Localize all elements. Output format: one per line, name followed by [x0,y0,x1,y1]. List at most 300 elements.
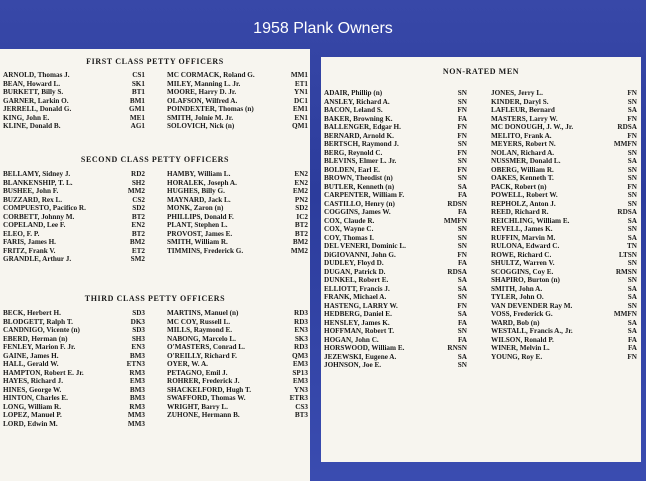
sailor-name: MEYERS, Robert N. [491,140,556,148]
sailor-name: DUGAN, Patrick D. [324,267,386,276]
sailor-rate: RDSA [447,267,467,276]
sailor-rate: FA [457,191,467,199]
roster-row [491,259,637,268]
roster-row [3,97,145,106]
roster-row [324,115,467,124]
roster-row [3,80,145,89]
sailor-name: TYLER, John O. [491,293,544,301]
sailor-name: EBERD, Herman (n) [3,334,68,343]
sailor-rate: RM3 [129,368,145,377]
sailor-rate: BT3 [294,411,308,419]
roster-row [167,187,308,196]
roster-row [3,105,145,114]
sailor-rate: EN2 [131,221,145,229]
sailor-rate: SA [457,352,467,361]
sailor-rate: BT1 [131,88,145,96]
sailor-rate: FN [457,131,467,140]
roster-row [167,170,308,179]
sailor-name: DEL VENERI, Dominic L. [324,242,406,250]
sailor-name: REVELL, James K. [491,225,553,233]
roster-row [3,238,145,247]
sailor-rate: SN [627,199,637,208]
roster-row [3,326,145,335]
sailor-rate: SN [457,225,467,233]
sailor-name: FARIS, James H. [3,238,56,246]
roster-row [167,221,308,230]
sailor-name: JERRELL, Donald G. [3,105,72,113]
roster-column [3,309,145,428]
sailor-rate: SN [627,301,637,310]
roster-column [167,170,308,255]
sailor-rate: TN [627,242,637,250]
sailor-name: SCOGGINS, Coy E. [491,267,554,276]
sailor-name: OLAFSON, Wilfred A. [167,96,238,105]
sailor-rate: RD3 [294,343,308,351]
sailor-name: SHACKELFORD, Hugh T. [167,385,252,394]
section-title: SECOND CLASS PETTY OFFICERS [80,155,230,164]
roster-row [491,310,637,319]
sailor-name: HUGHES, Billy G. [167,187,225,195]
roster-row [491,234,637,243]
sailor-rate: SA [627,318,637,327]
roster-row [324,251,467,260]
sailor-rate: RDSN [447,199,467,208]
sailor-name: MILLS, Raymond E. [167,326,233,334]
sailor-rate: SA [627,106,637,114]
roster-row [324,225,467,234]
sailor-rate: FN [627,131,637,140]
roster-row [3,318,145,327]
sailor-rate: FN [457,250,467,259]
sailor-name: CANDNIGO, Vicente (n) [3,326,80,334]
sailor-rate: BT2 [131,229,145,238]
sailor-rate: SN [457,233,467,242]
sailor-name: YOUNG, Roy E. [491,352,543,361]
sailor-rate: FA [457,114,467,123]
sailor-rate: SN [457,157,467,165]
sailor-name: BERNARD, Arnold K. [324,131,394,140]
sailor-name: REICHLING, William E. [491,216,570,225]
roster-row [491,166,637,175]
sailor-name: SMITH, John A. [491,284,543,293]
roster-row [491,140,637,149]
roster-column [491,89,637,361]
sailor-rate: EM2 [292,187,308,195]
roster-row [324,242,467,251]
sailor-rate: FN [457,123,467,131]
sailor-name: OAKES, Kenneth T. [491,174,554,182]
roster-row [324,276,467,285]
roster-row [491,89,637,98]
roster-row [3,377,145,386]
roster-row [3,411,145,420]
section-title: NON-RATED MEN [442,67,520,76]
sailor-name: HOFFMAN, Robert T. [324,327,394,335]
sailor-rate: SA [457,182,467,191]
sailor-name: GAINE, James H. [3,351,59,360]
roster-row [491,344,637,353]
sailor-rate: FA [457,335,467,344]
sailor-rate: SP13 [292,368,308,377]
roster-row [491,115,637,124]
sailor-rate: SM2 [130,255,145,263]
roster-row [3,71,145,80]
roster-row [167,238,308,247]
sailor-name: VOSS, Frederick G. [491,310,553,318]
roster-row [3,88,145,97]
sailor-name: REED, Richard R. [491,208,549,216]
sailor-rate: CS2 [132,195,145,204]
right-roster-page [321,57,641,462]
sailor-rate: FA [457,208,467,216]
sailor-name: BLANKENSHIP, T. L. [3,178,73,187]
sailor-rate: SA [627,216,637,225]
sailor-rate: SN [457,293,467,301]
roster-row [324,302,467,311]
roster-row [324,336,467,345]
roster-row [324,268,467,277]
roster-row [3,122,145,131]
roster-row [324,319,467,328]
sailor-rate: SA [627,284,637,293]
roster-row [3,360,145,369]
roster-row [3,204,145,213]
sailor-name: SWAFFORD, Thomas W. [167,394,246,402]
sailor-name: CORBETT, Johnny M. [3,212,75,221]
sailor-rate: ETN3 [126,360,145,368]
roster-row [324,285,467,294]
sailor-name: WINER, Melvin L. [491,344,550,352]
roster-row [167,213,308,222]
sailor-name: KLINE, Donald B. [3,122,61,130]
roster-row [167,403,308,412]
sailor-name: KINDER, Daryl S. [491,97,549,106]
roster-row [324,293,467,302]
sailor-rate: EN2 [294,170,308,178]
roster-row [491,225,637,234]
sailor-rate: FN [627,89,637,97]
roster-row [167,386,308,395]
sailor-rate: EM1 [292,105,308,113]
roster-row [491,106,637,115]
roster-row [491,149,637,158]
roster-row [491,327,637,336]
sailor-rate: SA [457,276,467,284]
sailor-name: KING, John E. [3,113,50,122]
sailor-rate: ETR3 [289,394,308,402]
roster-row [491,132,637,141]
sailor-rate: SA [457,310,467,318]
sailor-name: TIMMINS, Frederick G. [167,246,244,255]
sailor-rate: SN [457,97,467,106]
roster-row [3,343,145,352]
sailor-name: BERTSCH, Raymond J. [324,140,399,148]
sailor-name: PHILLIPS, Donald F. [167,212,234,221]
sailor-name: NUSSMER, Donald L. [491,157,561,165]
roster-row [324,89,467,98]
sailor-name: BLODGETT, Ralph T. [3,317,73,326]
sailor-rate: SN [627,148,637,157]
roster-row [324,208,467,217]
roster-row [3,394,145,403]
roster-row [3,309,145,318]
roster-row [3,386,145,395]
sailor-rate: FA [627,344,637,352]
sailor-rate: BM3 [129,394,145,402]
sailor-name: HINTON, Charles E. [3,394,68,402]
sailor-name: SMITH, William R. [167,238,228,246]
sailor-name: SHAPIRO, Burton (n) [491,276,560,284]
sailor-rate: EN2 [294,178,308,187]
sailor-rate: SN [627,165,637,174]
sailor-name: HASTENG, LARRY W. [324,301,398,310]
sailor-name: LORD, Edwin M. [3,419,58,428]
sailor-name: JONES, Jerry L. [491,89,543,97]
roster-row [3,230,145,239]
sailor-rate: RD2 [131,170,145,178]
sailor-rate: DK3 [130,317,145,326]
sailor-rate: SN [457,140,467,148]
roster-row [167,360,308,369]
roster-row [491,208,637,217]
sailor-rate: SA [457,284,467,293]
sailor-name: MOORE, Harry D. Jr. [167,88,237,96]
sailor-name: PLANT, Stephen L. [167,221,228,229]
roster-row [491,293,637,302]
sailor-name: MILEY, Manning L. Jr. [167,79,241,88]
roster-row [324,234,467,243]
sailor-rate: FN [627,114,637,123]
sailor-rate: PN2 [294,195,308,204]
roster-row [167,377,308,386]
roster-row [3,335,145,344]
sailor-name: CASTILLO, Henry (n) [324,199,395,208]
roster-row [491,302,637,311]
roster-row [324,344,467,353]
roster-row [324,310,467,319]
sailor-rate: QM3 [292,351,308,360]
sailor-name: MAYNARD, Jack L. [167,195,231,204]
sailor-name: POINDEXTER, Thomas (n) [167,105,254,113]
roster-row [324,191,467,200]
roster-row [167,335,308,344]
sailor-name: SOLOVICH, Nick (n) [167,122,235,130]
sailor-name: ANSLEY, Richard A. [324,97,390,106]
sailor-name: BROWN, Theodist (n) [324,174,393,182]
sailor-name: O'MASTERS, Conrad L. [167,343,245,351]
sailor-name: BURKETT, Billy S. [3,88,64,96]
sailor-name: COPELAND, Lee F. [3,221,66,229]
roster-column [167,71,308,131]
sailor-rate: DC1 [294,96,308,105]
roster-row [324,140,467,149]
roster-row [167,122,308,131]
sailor-name: PROVOST, James E. [167,229,233,238]
sailor-rate: RD3 [294,317,308,326]
sailor-name: OYER, W. A. [167,360,208,368]
sailor-rate: SA [627,293,637,301]
sailor-rate: SD2 [295,204,308,212]
sailor-name: BLEVINS, Elmer L. Jr. [324,157,397,165]
sailor-name: REPHOLZ, Anton J. [491,199,556,208]
roster-row [491,276,637,285]
sailor-rate: SN [627,97,637,106]
roster-row [491,174,637,183]
sailor-name: LONG, William R. [3,402,62,411]
sailor-name: GARNER, Larkin O. [3,96,69,105]
sailor-name: PETAGNO, Emil J. [167,368,228,377]
sailor-name: RUFFIN, Marvin M. [491,233,556,242]
roster-row [3,221,145,230]
sailor-name: COGGINS, James W. [324,208,391,216]
sailor-name: HENSLEY, James K. [324,318,390,327]
sailor-rate: BT2 [294,221,308,229]
section-title: FIRST CLASS PETTY OFFICERS [86,57,224,66]
roster-row [491,285,637,294]
sailor-rate: SK3 [294,334,308,343]
roster-row [167,196,308,205]
sailor-rate: CS1 [132,71,145,79]
sailor-name: BAKER, Browning K. [324,114,393,123]
sailor-name: MC DONOUGH, J. W., Jr. [491,123,574,131]
sailor-name: DUNKEL, Robert E. [324,276,389,284]
sailor-rate: RD3 [294,309,308,317]
roster-row [491,123,637,132]
sailor-name: COX, Claude R. [324,216,375,225]
sailor-rate: IC2 [296,212,308,221]
sailor-rate: QM1 [292,122,308,130]
sailor-name: SMITH, Jolnie M. Jr. [167,113,234,122]
sailor-rate: BT2 [131,212,145,221]
roster-row [324,166,467,175]
sailor-name: COY, Thomas I. [324,233,374,242]
sailor-name: NOLAN, Richard A. [491,148,555,157]
sailor-name: O'REILLY, Richard F. [167,351,237,360]
sailor-rate: SH3 [131,334,145,343]
roster-row [167,411,308,420]
sailor-rate: FN [457,106,467,114]
roster-row [3,255,145,264]
sailor-name: LAFLEUR, Bernard [491,106,555,114]
sailor-rate: FN [627,352,637,361]
sailor-name: WARD, Bob (n) [491,318,540,327]
sailor-name: VAN DEVENDER Ray M. [491,301,573,310]
roster-row [491,157,637,166]
sailor-rate: RM3 [129,402,145,411]
sailor-rate: SD3 [132,326,145,334]
sailor-rate: MM1 [290,71,308,79]
section-title: THIRD CLASS PETTY OFFICERS [84,294,226,303]
sailor-name: MC CORMACK, Roland G. [167,71,255,79]
sailor-rate: SK1 [131,79,145,88]
sailor-rate: SN [627,259,637,267]
roster-row [167,80,308,89]
sailor-name: ADAIR, Phillip (n) [324,89,383,97]
sailor-name: BELLAMY, Sidney J. [3,170,71,178]
sailor-name: BUTLER, Kenneth (n) [324,182,395,191]
sailor-name: FRITZ, Frank V. [3,246,56,255]
sailor-name: FENLEY, Marion F. Jr. [3,343,76,351]
sailor-name: HAYES, Richard J. [3,377,64,385]
sailor-name: ARNOLD, Thomas J. [3,71,70,79]
roster-row [3,179,145,188]
roster-column [3,170,145,264]
roster-row [491,191,637,200]
sailor-rate: YN1 [294,88,308,96]
roster-row [167,114,308,123]
sailor-name: MELITO, Frank A. [491,131,552,140]
roster-row [167,309,308,318]
sailor-rate: SA [627,233,637,242]
sailor-rate: ET2 [131,246,145,255]
roster-row [324,174,467,183]
sailor-rate: SN [457,327,467,335]
sailor-rate: FA [627,335,637,344]
sailor-rate: SN [457,174,467,182]
roster-row [3,352,145,361]
slide-title: 1958 Plank Owners [253,20,393,37]
roster-row [167,230,308,239]
sailor-name: JOHNSON, Joe E. [324,361,382,369]
roster-row [324,98,467,107]
sailor-name: LOPEZ, Manuel P. [3,411,62,419]
sailor-name: BUSHEE, John F. [3,187,59,195]
sailor-name: NABONG, Marcelo L. [167,334,236,343]
roster-row [167,369,308,378]
sailor-rate: ET1 [294,79,308,88]
sailor-name: HOGAN, John C. [324,335,379,344]
sailor-rate: MMFN [613,140,637,148]
sailor-rate: SA [627,327,637,335]
sailor-rate: ME1 [129,113,145,122]
roster-row [167,204,308,213]
sailor-rate: SA [627,157,637,165]
sailor-name: FRANK, Michael A. [324,293,387,301]
roster-row [491,251,637,260]
sailor-name: BACON, Leland S. [324,106,383,114]
roster-column [3,71,145,131]
sailor-name: ROHRER, Frederick J. [167,377,240,385]
sailor-name: COX, Wayne C. [324,225,374,233]
roster-row [491,268,637,277]
roster-row [167,318,308,327]
sailor-rate: SN [457,242,467,250]
sailor-name: BUZZARD, Rex L. [3,195,63,204]
sailor-rate: EM3 [292,377,308,385]
roster-row [3,213,145,222]
sailor-rate: YN3 [294,385,308,394]
sailor-rate: BM2 [129,238,145,246]
roster-row [491,183,637,192]
sailor-rate: FN [627,182,637,191]
roster-row [3,369,145,378]
sailor-name: ELLIOTT, Francis J. [324,284,390,293]
roster-row [3,170,145,179]
sailor-rate: BM3 [129,351,145,360]
sailor-name: SHULTZ, Warren V. [491,259,555,267]
sailor-rate: RMSN [615,267,637,276]
sailor-name: OBERG, William R. [491,165,554,174]
roster-row [3,114,145,123]
sailor-name: ELEO, F. P. [3,229,40,238]
roster-row [324,149,467,158]
roster-row [167,326,308,335]
sailor-name: BERG, Reynold C. [324,148,383,157]
sailor-name: HAMPTON, Robert E. Jr. [3,368,84,377]
roster-row [491,319,637,328]
sailor-rate: SN [627,191,637,199]
sailor-rate: MMFN [443,216,467,225]
